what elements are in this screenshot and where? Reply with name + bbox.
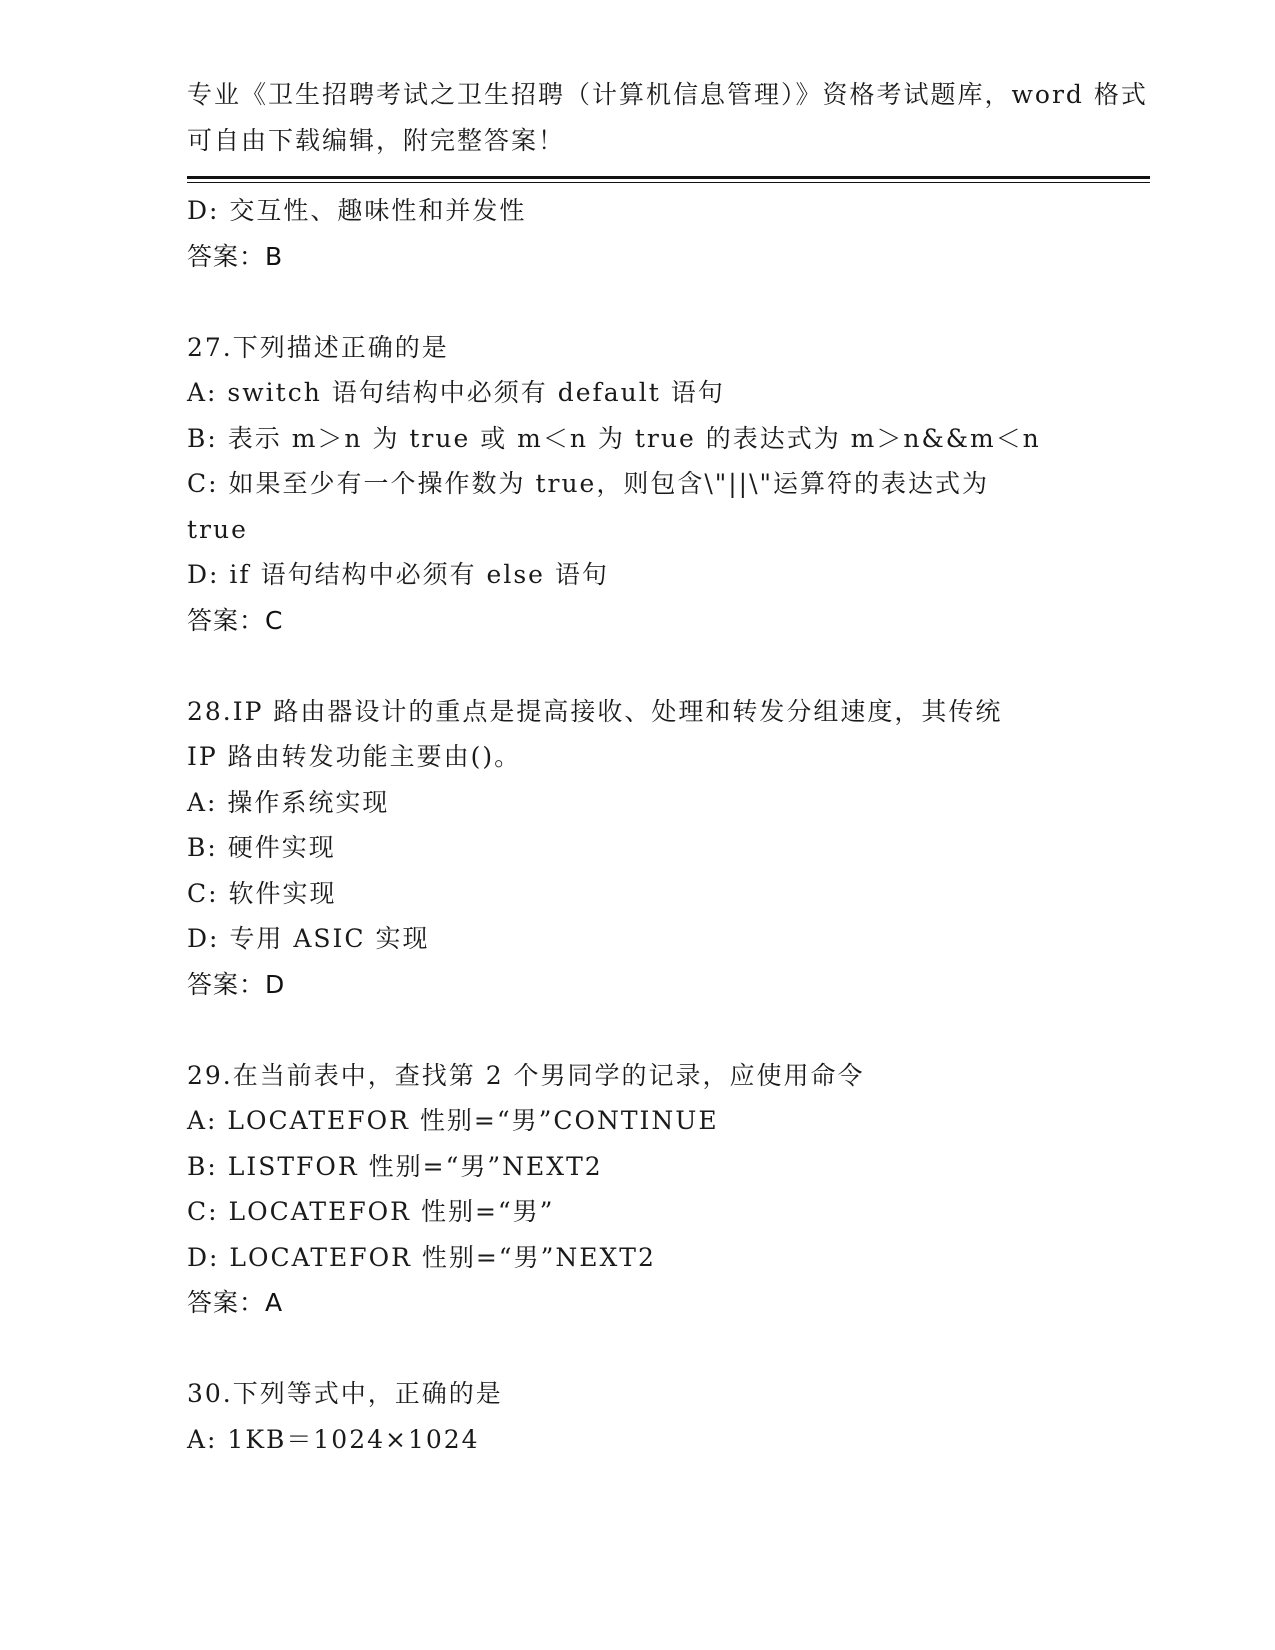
option-a: A: 1KB＝1024×1024 bbox=[187, 1424, 480, 1454]
answer-label: 答案：B bbox=[187, 241, 284, 271]
option-c: C: LOCATEFOR 性别=“男” bbox=[187, 1197, 555, 1226]
option-d: D: 交互性、趣味性和并发性 bbox=[187, 196, 527, 225]
spacer bbox=[187, 643, 1087, 689]
option-d: D: if 语句结构中必须有 else 语句 bbox=[187, 560, 609, 589]
option-b: B: LISTFOR 性别=“男”NEXT2 bbox=[187, 1151, 603, 1181]
question-29 bbox=[187, 1053, 1087, 1326]
header-divider-thin bbox=[187, 182, 1150, 183]
answer-label: 答案：D bbox=[187, 969, 286, 999]
option-b: B: 表示 m＞n 为 true 或 m＜n 为 true 的表达式为 m＞n&&m＜n bbox=[187, 423, 1041, 453]
option-c: C: 如果至少有一个操作数为 true，则包含\"||\"运算符的表达式为 bbox=[187, 469, 990, 498]
header-line-1: 专业《卫生招聘考试之卫生招聘（计算机信息管理）》资格考试题库，word 格式 bbox=[187, 80, 1148, 109]
document-header bbox=[187, 72, 1148, 163]
option-d: D: 专用 ASIC 实现 bbox=[187, 924, 430, 953]
header-divider-thick bbox=[187, 176, 1150, 179]
question-stem: 28.IP 路由器设计的重点是提高接收、处理和转发分组速度，其传统 bbox=[187, 696, 1003, 726]
question-list bbox=[187, 188, 1087, 1462]
option-a: A: switch 语句结构中必须有 default 语句 bbox=[187, 378, 725, 407]
question-stem-continued: IP 路由转发功能主要由()。 bbox=[187, 742, 522, 771]
option-a: A: LOCATEFOR 性别=“男”CONTINUE bbox=[187, 1106, 719, 1135]
question-30 bbox=[187, 1371, 1087, 1462]
question-stem: 27.下列描述正确的是 bbox=[187, 332, 449, 362]
option-c: C: 软件实现 bbox=[187, 878, 337, 908]
spacer bbox=[187, 279, 1087, 325]
answer-label: 答案：C bbox=[187, 605, 284, 635]
answer-label: 答案：A bbox=[187, 1288, 284, 1317]
spacer bbox=[187, 1007, 1087, 1053]
question-26 bbox=[187, 188, 1087, 279]
option-d: D: LOCATEFOR 性别=“男”NEXT2 bbox=[187, 1242, 656, 1272]
option-a: A: 操作系统实现 bbox=[187, 787, 390, 817]
question-stem: 30.下列等式中，正确的是 bbox=[187, 1379, 503, 1408]
question-stem: 29.在当前表中，查找第 2 个男同学的记录，应使用命令 bbox=[187, 1060, 865, 1090]
header-line-2: 可自由下载编辑，附完整答案！ bbox=[187, 125, 566, 155]
option-c-continued: true bbox=[187, 514, 248, 544]
question-27 bbox=[187, 325, 1087, 644]
question-28 bbox=[187, 689, 1087, 1008]
spacer bbox=[187, 1326, 1087, 1372]
option-b: B: 硬件实现 bbox=[187, 833, 336, 862]
